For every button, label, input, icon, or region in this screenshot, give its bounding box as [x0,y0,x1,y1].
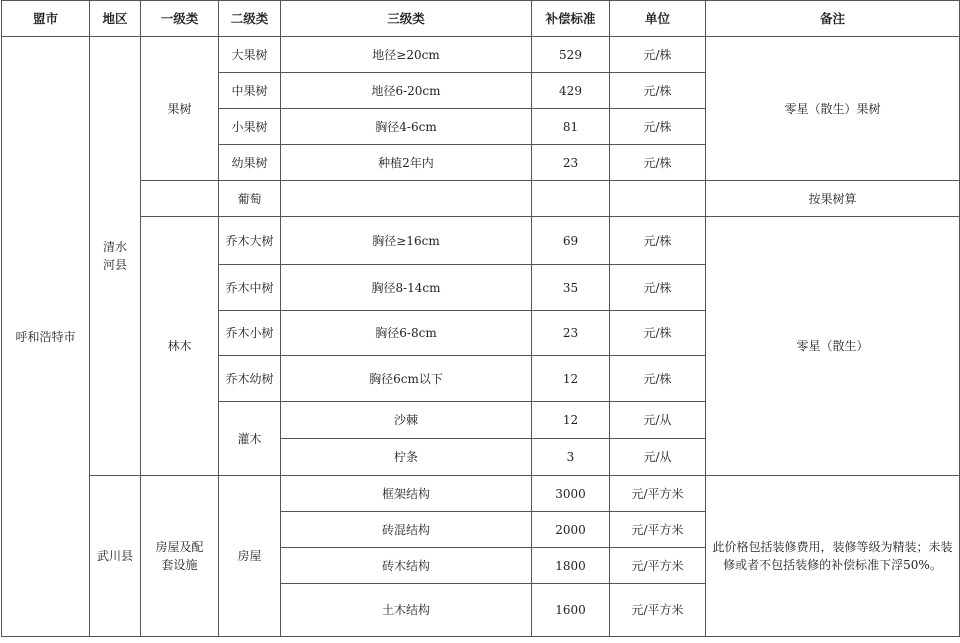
level1-cell: 果树 [141,37,219,181]
level2-cell: 乔木幼树 [219,356,281,402]
amount-cell: 12 [532,356,610,402]
table-row [2,181,960,217]
level3-cell: 砖木结构 [281,548,532,584]
note-cell: 按果树算 [706,181,960,217]
unit-cell: 元/从 [610,402,706,439]
amount-cell: 429 [532,73,610,109]
header-level1: 一级类 [141,1,219,37]
level2-cell: 小果树 [219,109,281,145]
level1-cell: 房屋及配套设施 [141,476,219,637]
unit-cell: 元/株 [610,265,706,311]
amount-cell [532,181,610,217]
amount-cell: 35 [532,265,610,311]
level3-cell: 地径≥20cm [281,37,532,73]
level2-cell: 房屋 [219,476,281,637]
amount-cell: 23 [532,311,610,356]
header-row [2,1,960,37]
unit-cell: 元/株 [610,145,706,181]
region-cell: 清水河县 [90,37,141,476]
level2-cell: 中果树 [219,73,281,109]
level2-cell: 乔木中树 [219,265,281,311]
level2-cell: 幼果树 [219,145,281,181]
level1-cell: 林木 [141,217,219,476]
level3-cell: 胸径8-14cm [281,265,532,311]
compensation-table [1,0,960,637]
level3-cell: 胸径≥16cm [281,217,532,265]
unit-cell: 元/株 [610,37,706,73]
amount-cell: 12 [532,402,610,439]
unit-cell: 元/平方米 [610,584,706,637]
amount-cell: 1800 [532,548,610,584]
amount-cell: 69 [532,217,610,265]
level3-cell: 柠条 [281,439,532,476]
note-cell: 零星（散生） [706,217,960,476]
level3-cell: 胸径6-8cm [281,311,532,356]
level3-cell: 土木结构 [281,584,532,637]
header-level3: 三级类 [281,1,532,37]
unit-cell [610,181,706,217]
level2-cell: 大果树 [219,37,281,73]
amount-cell: 529 [532,37,610,73]
unit-cell: 元/株 [610,73,706,109]
level3-cell: 框架结构 [281,476,532,512]
level2-cell: 乔木小树 [219,311,281,356]
table-row [2,37,960,73]
note-cell: 此价格包括装修费用，装修等级为精装；未装修或者不包括装修的补偿标准下浮50%。 [706,476,960,637]
unit-cell: 元/平方米 [610,512,706,548]
header-region: 地区 [90,1,141,37]
note-cell: 零星（散生）果树 [706,37,960,181]
level3-cell: 砖混结构 [281,512,532,548]
header-amount: 补偿标准 [532,1,610,37]
level3-cell: 胸径4-6cm [281,109,532,145]
level2-cell: 葡萄 [219,181,281,217]
level3-cell: 沙棘 [281,402,532,439]
unit-cell: 元/株 [610,109,706,145]
level2-cell: 乔木大树 [219,217,281,265]
amount-cell: 3 [532,439,610,476]
level3-cell: 胸径6cm以下 [281,356,532,402]
unit-cell: 元/株 [610,356,706,402]
level3-cell: 地径6-20cm [281,73,532,109]
amount-cell: 81 [532,109,610,145]
header-note: 备注 [706,1,960,37]
level2-cell: 灌木 [219,402,281,476]
unit-cell: 元/株 [610,311,706,356]
level3-cell [281,181,532,217]
city-cell: 呼和浩特市 [2,37,90,637]
unit-cell: 元/平方米 [610,476,706,512]
unit-cell: 元/从 [610,439,706,476]
amount-cell: 3000 [532,476,610,512]
level1-empty-cell [141,181,219,217]
amount-cell: 1600 [532,584,610,637]
header-level2: 二级类 [219,1,281,37]
amount-cell: 23 [532,145,610,181]
level3-cell: 种植2年内 [281,145,532,181]
header-city: 盟市 [2,1,90,37]
region-cell: 武川县 [90,476,141,637]
unit-cell: 元/株 [610,217,706,265]
table-row [2,217,960,265]
header-unit: 单位 [610,1,706,37]
table-row [2,476,960,512]
unit-cell: 元/平方米 [610,548,706,584]
amount-cell: 2000 [532,512,610,548]
